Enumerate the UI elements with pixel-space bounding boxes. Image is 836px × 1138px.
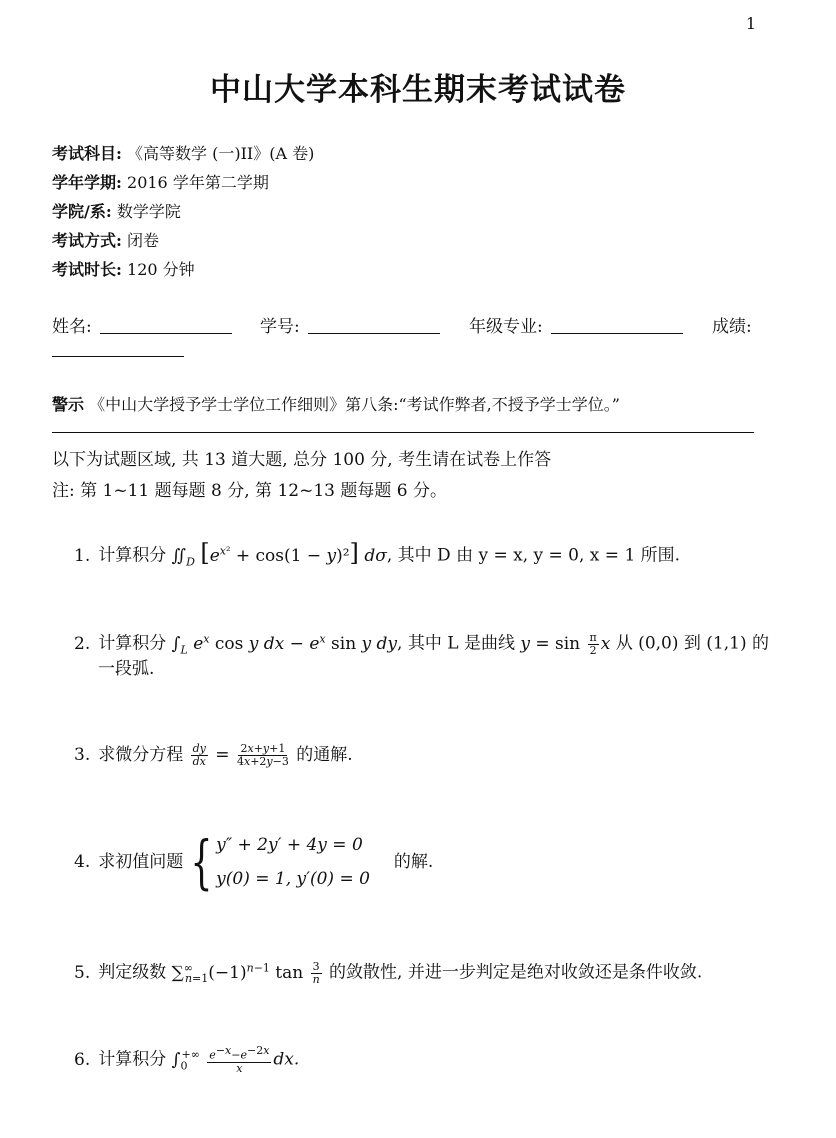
question-5: 5. 判定级数 $\sum^\infty_{n=1}(-1)^{n-1}$ tan $\frac{3}{n}$ 的敛散性, 并进一步判定是绝对收敛还是条件收敛. — [74, 959, 703, 986]
q6-formula: $\int_0^{+\infty}$ $\frac{e^{-x}-e^{-2x}}{x}$ — [171, 1044, 270, 1075]
info-term: 学年学期: 2016 学年第二学期 — [52, 173, 269, 192]
student-id-field[interactable]: 学号: — [260, 312, 440, 337]
score-line[interactable] — [52, 356, 184, 357]
q4-system: y″ + 2y′ + 4y = 0 y(0) = 1, y′(0) = 0 — [216, 835, 370, 889]
name-field[interactable]: 姓名: — [52, 312, 232, 337]
q3-formula: $\frac{dy}{dx}$ = $\frac{2x+y+1}{4x+2y-3}$ — [192, 742, 289, 768]
question-3: 3. 求微分方程 $\frac{dy}{dx}$ = $\frac{2x+y+1}{4x+2y-3}$ 的通解. — [74, 742, 353, 768]
q1-formula: $∬_D$ $[e^{x^2} + \cos(1 - y)^2]$ dσ — [171, 538, 387, 569]
exam-title: 中山大学本科生期末考试试卷 — [210, 72, 626, 108]
info-duration: 考试时长: 120 分钟 — [52, 260, 195, 279]
q2-formula: $\int_L$ $e^x$ cos y dx − $e^x$ sin y dy — [171, 632, 398, 657]
question-6: 6. 计算积分 $\int_0^{+\infty}$ $\frac{e^{-x}-e^{-2x}}{x}$ dx. — [74, 1044, 300, 1075]
q5-formula: $\sum^\infty_{n=1}(-1)^{n-1}$ tan $\frac{3}{n}$ — [171, 959, 320, 986]
info-department: 学院/系: 数学学院 — [52, 202, 181, 221]
info-subject: 考试科目: 《高等数学 (一)II》(A 卷) — [52, 144, 315, 163]
question-2: 2. 计算积分 $\int_L$ $e^x$ cos y dx − $e^x$ sin y dy, 其中 L 是曲线 y = sin $\frac{\pi}{2}$ x 从 (0,0) 到 (1,1) 的 — [74, 630, 769, 657]
intro-line-2: 注: 第 1~11 题每题 8 分, 第 12~13 题每题 6 分。 — [52, 481, 448, 501]
question-4: 4. 求初值问题 { y″ + 2y′ + 4y = 0 y(0) = 1, y′(0) = 0 的解. — [74, 828, 434, 896]
info-exam-mode: 考试方式: 闭卷 — [52, 231, 160, 250]
divider — [52, 432, 754, 433]
q2-curve: y = sin $\frac{\pi}{2}$ x — [520, 630, 611, 657]
score-label: 成绩: — [712, 317, 752, 337]
page-number: 1 — [745, 14, 756, 33]
major-field[interactable]: 年级专业: — [469, 312, 683, 337]
intro-line-1: 以下为试题区域, 共 13 道大题, 总分 100 分, 考生请在试卷上作答 — [52, 450, 552, 470]
question-2-cont: 一段弧. — [98, 659, 155, 679]
brace-icon: { — [190, 828, 213, 896]
warning: 警示 《中山大学授予学士学位工作细则》第八条:“考试作弊者,不授予学士学位。” — [52, 395, 620, 414]
question-1: 1. 计算积分 $∬_D$ $[e^{x^2} + \cos(1 - y)^2]$ dσ, 其中 D 由 y = x, y = 0, x = 1 所围. — [74, 538, 681, 569]
